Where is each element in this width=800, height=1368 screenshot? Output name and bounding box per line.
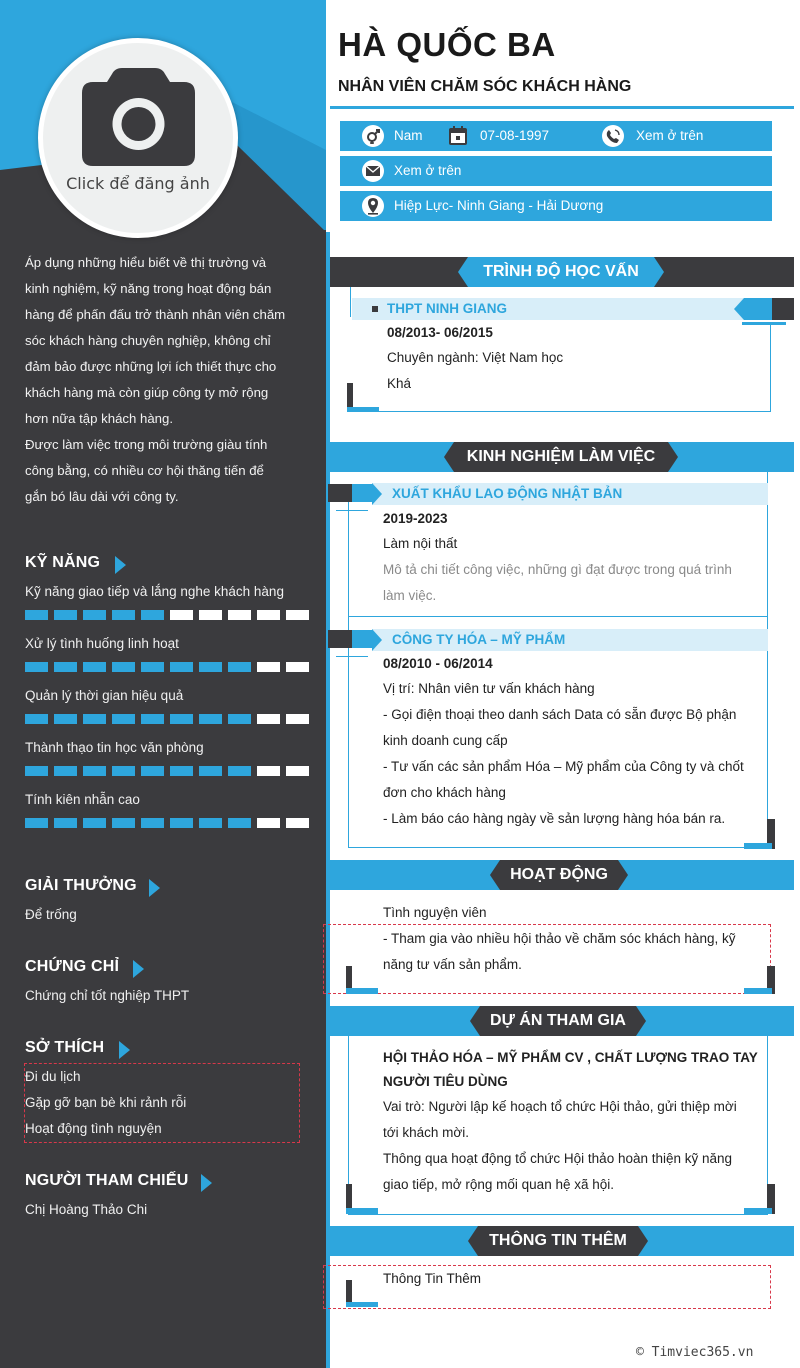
bullet-icon xyxy=(372,306,378,312)
skill-name: Xử lý tình huống linh hoạt xyxy=(25,636,179,651)
frame-corner xyxy=(352,484,372,502)
frame-corner xyxy=(328,484,352,502)
experience-title: KINH NGHIỆM LÀM VIỆC xyxy=(466,448,656,465)
education-title: TRÌNH ĐỘ HỌC VẤN xyxy=(483,263,639,280)
school-band xyxy=(352,298,744,320)
awards-title xyxy=(25,877,137,895)
awards-text: Để trống xyxy=(25,907,77,922)
education-grade: Khá xyxy=(387,376,412,391)
activities-header xyxy=(330,860,794,890)
extra-title: THÔNG TIN THÊM xyxy=(489,1232,627,1249)
skills-title-text: KỸ NĂNG xyxy=(25,554,101,571)
skill-level-segment xyxy=(257,610,280,620)
frame-line xyxy=(336,656,368,657)
skill-level-segment xyxy=(199,714,222,724)
skill-level-segment xyxy=(25,766,48,776)
skill-level-segment xyxy=(257,766,280,776)
frame-line xyxy=(348,847,768,848)
skills-title xyxy=(25,554,100,572)
chevron-right-icon xyxy=(149,879,160,897)
camera-icon[interactable] xyxy=(82,68,195,166)
skill-level-segment xyxy=(141,714,164,724)
footer-credit: © Timviec365.vn xyxy=(636,1345,754,1360)
skill-level-segment xyxy=(25,714,48,724)
skill-level-segment xyxy=(25,610,48,620)
skill-level-segment xyxy=(170,662,193,672)
skill-level-segment xyxy=(170,818,193,828)
company-name: CÔNG TY HÓA – MỸ PHẨM xyxy=(392,632,566,647)
address-value: Hiệp Lực- Ninh Giang - Hải Dương xyxy=(394,198,604,213)
project-line: Thông qua hoạt động tổ chức Hội thảo hoàn thiện kỹ năng xyxy=(383,1151,733,1166)
frame-corner xyxy=(346,988,378,994)
frame-line xyxy=(770,322,771,412)
contact-row xyxy=(340,191,772,221)
skill-level-segment xyxy=(83,714,106,724)
certificates-text: Chứng chỉ tốt nghiệp THPT xyxy=(25,988,190,1003)
frame-corner xyxy=(744,988,772,994)
skill-level-segment xyxy=(83,818,106,828)
awards-title-text: GIẢI THƯỞNG xyxy=(25,877,137,894)
skill-level-segment xyxy=(170,766,193,776)
skill-level-segment xyxy=(141,818,164,828)
candidate-name: HÀ QUỐC BA xyxy=(338,26,556,63)
contact-row xyxy=(340,121,772,151)
school-band-arrow xyxy=(734,298,794,320)
skill-level-segment xyxy=(112,766,135,776)
activity-heading: Tình nguyện viên xyxy=(383,905,487,920)
phone-icon xyxy=(602,125,624,147)
skill-level-segment xyxy=(228,610,251,620)
hobbies-title-text: SỞ THÍCH xyxy=(25,1039,105,1056)
job-desc: - Gọi điện thoại theo danh sách Data có sẵn được Bộ phận xyxy=(383,707,737,722)
hobbies-title xyxy=(25,1039,104,1057)
hobby-item: Hoạt động tình nguyện xyxy=(25,1121,162,1136)
objective-line: kinh nghiệm, kỹ năng trong hoạt động bán xyxy=(25,281,272,296)
career-objective xyxy=(25,250,298,510)
frame-line xyxy=(348,500,349,847)
objective-line: công bằng, có nhiều cơ hội thăng tiến để xyxy=(25,463,264,478)
company-name: XUẤT KHẨU LAO ĐỘNG NHẬT BẢN xyxy=(392,486,623,501)
skill-level-segment xyxy=(257,662,280,672)
frame-line xyxy=(350,411,770,412)
objective-line: hàng để phấn đấu trở thành nhân viên chăm xyxy=(25,307,286,322)
email-value: Xem ở trên xyxy=(394,163,462,178)
skill-level-segment xyxy=(54,766,77,776)
skill-name: Tính kiên nhẫn cao xyxy=(25,792,140,807)
skill-level-segment xyxy=(257,818,280,828)
project-line: tới khách mời. xyxy=(383,1125,469,1140)
skill-level-segment xyxy=(286,610,309,620)
hobby-item: Gặp gỡ bạn bè khi rảnh rỗi xyxy=(25,1095,187,1110)
chevron-right-icon xyxy=(115,556,126,574)
extra-header xyxy=(330,1226,794,1256)
sidebar-edge-stripe xyxy=(326,232,330,1368)
skill-level-segment xyxy=(170,714,193,724)
hobby-item: Đi du lịch xyxy=(25,1069,81,1084)
job-desc: Mô tả chi tiết công việc, những gì đạt được trong quá trình xyxy=(383,562,732,577)
activity-line: năng tư vấn sản phẩm. xyxy=(383,957,522,972)
chevron-right-icon xyxy=(119,1041,130,1059)
certificates-title-text: CHỨNG CHỈ xyxy=(25,958,120,975)
skill-level-segment xyxy=(54,714,77,724)
frame-line xyxy=(742,322,786,325)
objective-line: sóc khách hàng chuyên nghiệp, không chỉ xyxy=(25,333,271,348)
frame-corner xyxy=(744,1208,772,1214)
skill-level-segment xyxy=(286,714,309,724)
email-icon xyxy=(362,160,384,182)
band-arrow xyxy=(372,629,382,651)
references-text: Chị Hoàng Thảo Chi xyxy=(25,1202,148,1217)
chevron-right-icon xyxy=(201,1174,212,1192)
education-major: Chuyên ngành: Việt Nam học xyxy=(387,350,564,365)
skill-level-segment xyxy=(141,610,164,620)
company-band xyxy=(372,483,768,505)
skill-level-segment xyxy=(141,766,164,776)
frame-corner xyxy=(328,630,352,648)
education-header xyxy=(330,257,794,287)
skill-level-segment xyxy=(170,610,193,620)
objective-line: khách hàng mà còn giúp công ty mở rộng xyxy=(25,385,269,400)
job-desc: làm việc. xyxy=(383,588,437,603)
project-line: giao tiếp, mở rộng mối quan hệ xã hội. xyxy=(383,1177,614,1192)
job-title: NHÂN VIÊN CHĂM SÓC KHÁCH HÀNG xyxy=(338,78,632,95)
skill-level-segment xyxy=(54,662,77,672)
chevron-right-icon xyxy=(133,960,144,978)
skill-level-segment xyxy=(112,714,135,724)
frame-line xyxy=(348,1214,768,1215)
frame-line xyxy=(767,472,768,847)
band-arrow xyxy=(372,483,382,505)
frame-line xyxy=(348,616,768,617)
job-desc: - Làm báo cáo hàng ngày về sản lượng hàng hóa bán ra. xyxy=(383,811,726,826)
job-role: Làm nội thất xyxy=(383,536,458,551)
projects-header xyxy=(330,1006,794,1036)
skill-level-segment xyxy=(199,818,222,828)
skill-level-segment xyxy=(54,818,77,828)
job-desc: kinh doanh cung cấp xyxy=(383,733,508,748)
gender-value: Nam xyxy=(394,128,423,143)
job-role: Vị trí: Nhân viên tư vấn khách hàng xyxy=(383,681,595,696)
skill-name: Quản lý thời gian hiệu quả xyxy=(25,688,184,703)
skill-level-segment xyxy=(112,610,135,620)
skill-level-segment xyxy=(286,766,309,776)
frame-corner xyxy=(346,1302,378,1307)
extra-text: Thông Tin Thêm xyxy=(383,1271,482,1286)
activity-line: - Tham gia vào nhiều hội thảo về chăm sóc khách hàng, kỹ xyxy=(383,931,736,946)
objective-line: Được làm việc trong môi trường giàu tính xyxy=(25,437,268,452)
skill-level-segment xyxy=(83,662,106,672)
skill-level-segment xyxy=(112,662,135,672)
objective-line: Áp dụng những hiểu biết về thị trường và xyxy=(25,255,267,270)
job-desc: đơn cho khách hàng xyxy=(383,785,506,800)
frame-corner xyxy=(347,407,379,412)
skill-level-segment xyxy=(141,662,164,672)
gender-icon xyxy=(362,125,384,147)
school-name: THPT NINH GIANG xyxy=(387,301,507,316)
job-desc: - Tư vấn các sản phẩm Hóa – Mỹ phẩm của Công ty và chốt xyxy=(383,759,744,774)
calendar-icon xyxy=(447,125,469,147)
references-title xyxy=(25,1172,188,1190)
skill-name: Kỹ năng giao tiếp và lắng nghe khách hàng xyxy=(25,584,284,599)
title-underline xyxy=(330,106,794,109)
skill-name: Thành thạo tin học văn phòng xyxy=(25,740,204,755)
skill-level-segment xyxy=(228,766,251,776)
skill-level-segment xyxy=(286,662,309,672)
project-name: NGƯỜI TIÊU DÙNG xyxy=(383,1074,508,1089)
skill-level-segment xyxy=(199,662,222,672)
references-title-text: NGƯỜI THAM CHIẾU xyxy=(25,1172,189,1189)
skill-level-segment xyxy=(25,818,48,828)
skill-level-segment xyxy=(83,610,106,620)
skill-level-segment xyxy=(112,818,135,828)
projects-title: DỰ ÁN THAM GIA xyxy=(490,1012,626,1029)
skill-level-segment xyxy=(54,610,77,620)
skill-level-segment xyxy=(228,818,251,828)
experience-header xyxy=(330,442,794,472)
company-band xyxy=(372,629,768,651)
objective-line: đảm bảo được những lợi ích thiết thực cho xyxy=(25,359,277,374)
skill-level-segment xyxy=(83,766,106,776)
skill-level-segment xyxy=(228,662,251,672)
job-period: 08/2010 - 06/2014 xyxy=(383,656,493,671)
frame-line xyxy=(336,510,368,511)
birthdate-value: 07-08-1997 xyxy=(480,128,550,143)
skill-level-segment xyxy=(228,714,251,724)
frame-corner xyxy=(346,1208,378,1214)
frame-corner xyxy=(352,630,372,648)
skill-level-segment xyxy=(286,818,309,828)
job-period: 2019-2023 xyxy=(383,511,448,526)
certificates-title xyxy=(25,958,119,976)
skill-level-segment xyxy=(25,662,48,672)
avatar-upload-label[interactable]: Click để đăng ảnh xyxy=(66,174,210,193)
phone-value: Xem ở trên xyxy=(636,128,704,143)
contact-row xyxy=(340,156,772,186)
frame-corner xyxy=(744,843,772,849)
objective-line: gắn bó lâu dài với công ty. xyxy=(25,489,179,504)
activities-title: HOẠT ĐỘNG xyxy=(510,866,608,883)
frame-line xyxy=(350,287,351,317)
project-line: Vai trò: Người lập kế hoạch tổ chức Hội thảo, gửi thiệp mời xyxy=(383,1099,737,1114)
education-period: 08/2013- 06/2015 xyxy=(387,325,493,340)
location-icon xyxy=(362,195,384,217)
skill-level-segment xyxy=(257,714,280,724)
objective-line: hơn nữa tập khách hàng. xyxy=(25,411,173,426)
skill-level-segment xyxy=(199,610,222,620)
project-name: HỘI THẢO HÓA – MỸ PHẨM CV , CHẤT LƯỢNG TRAO TAY xyxy=(383,1050,758,1065)
skill-level-segment xyxy=(199,766,222,776)
